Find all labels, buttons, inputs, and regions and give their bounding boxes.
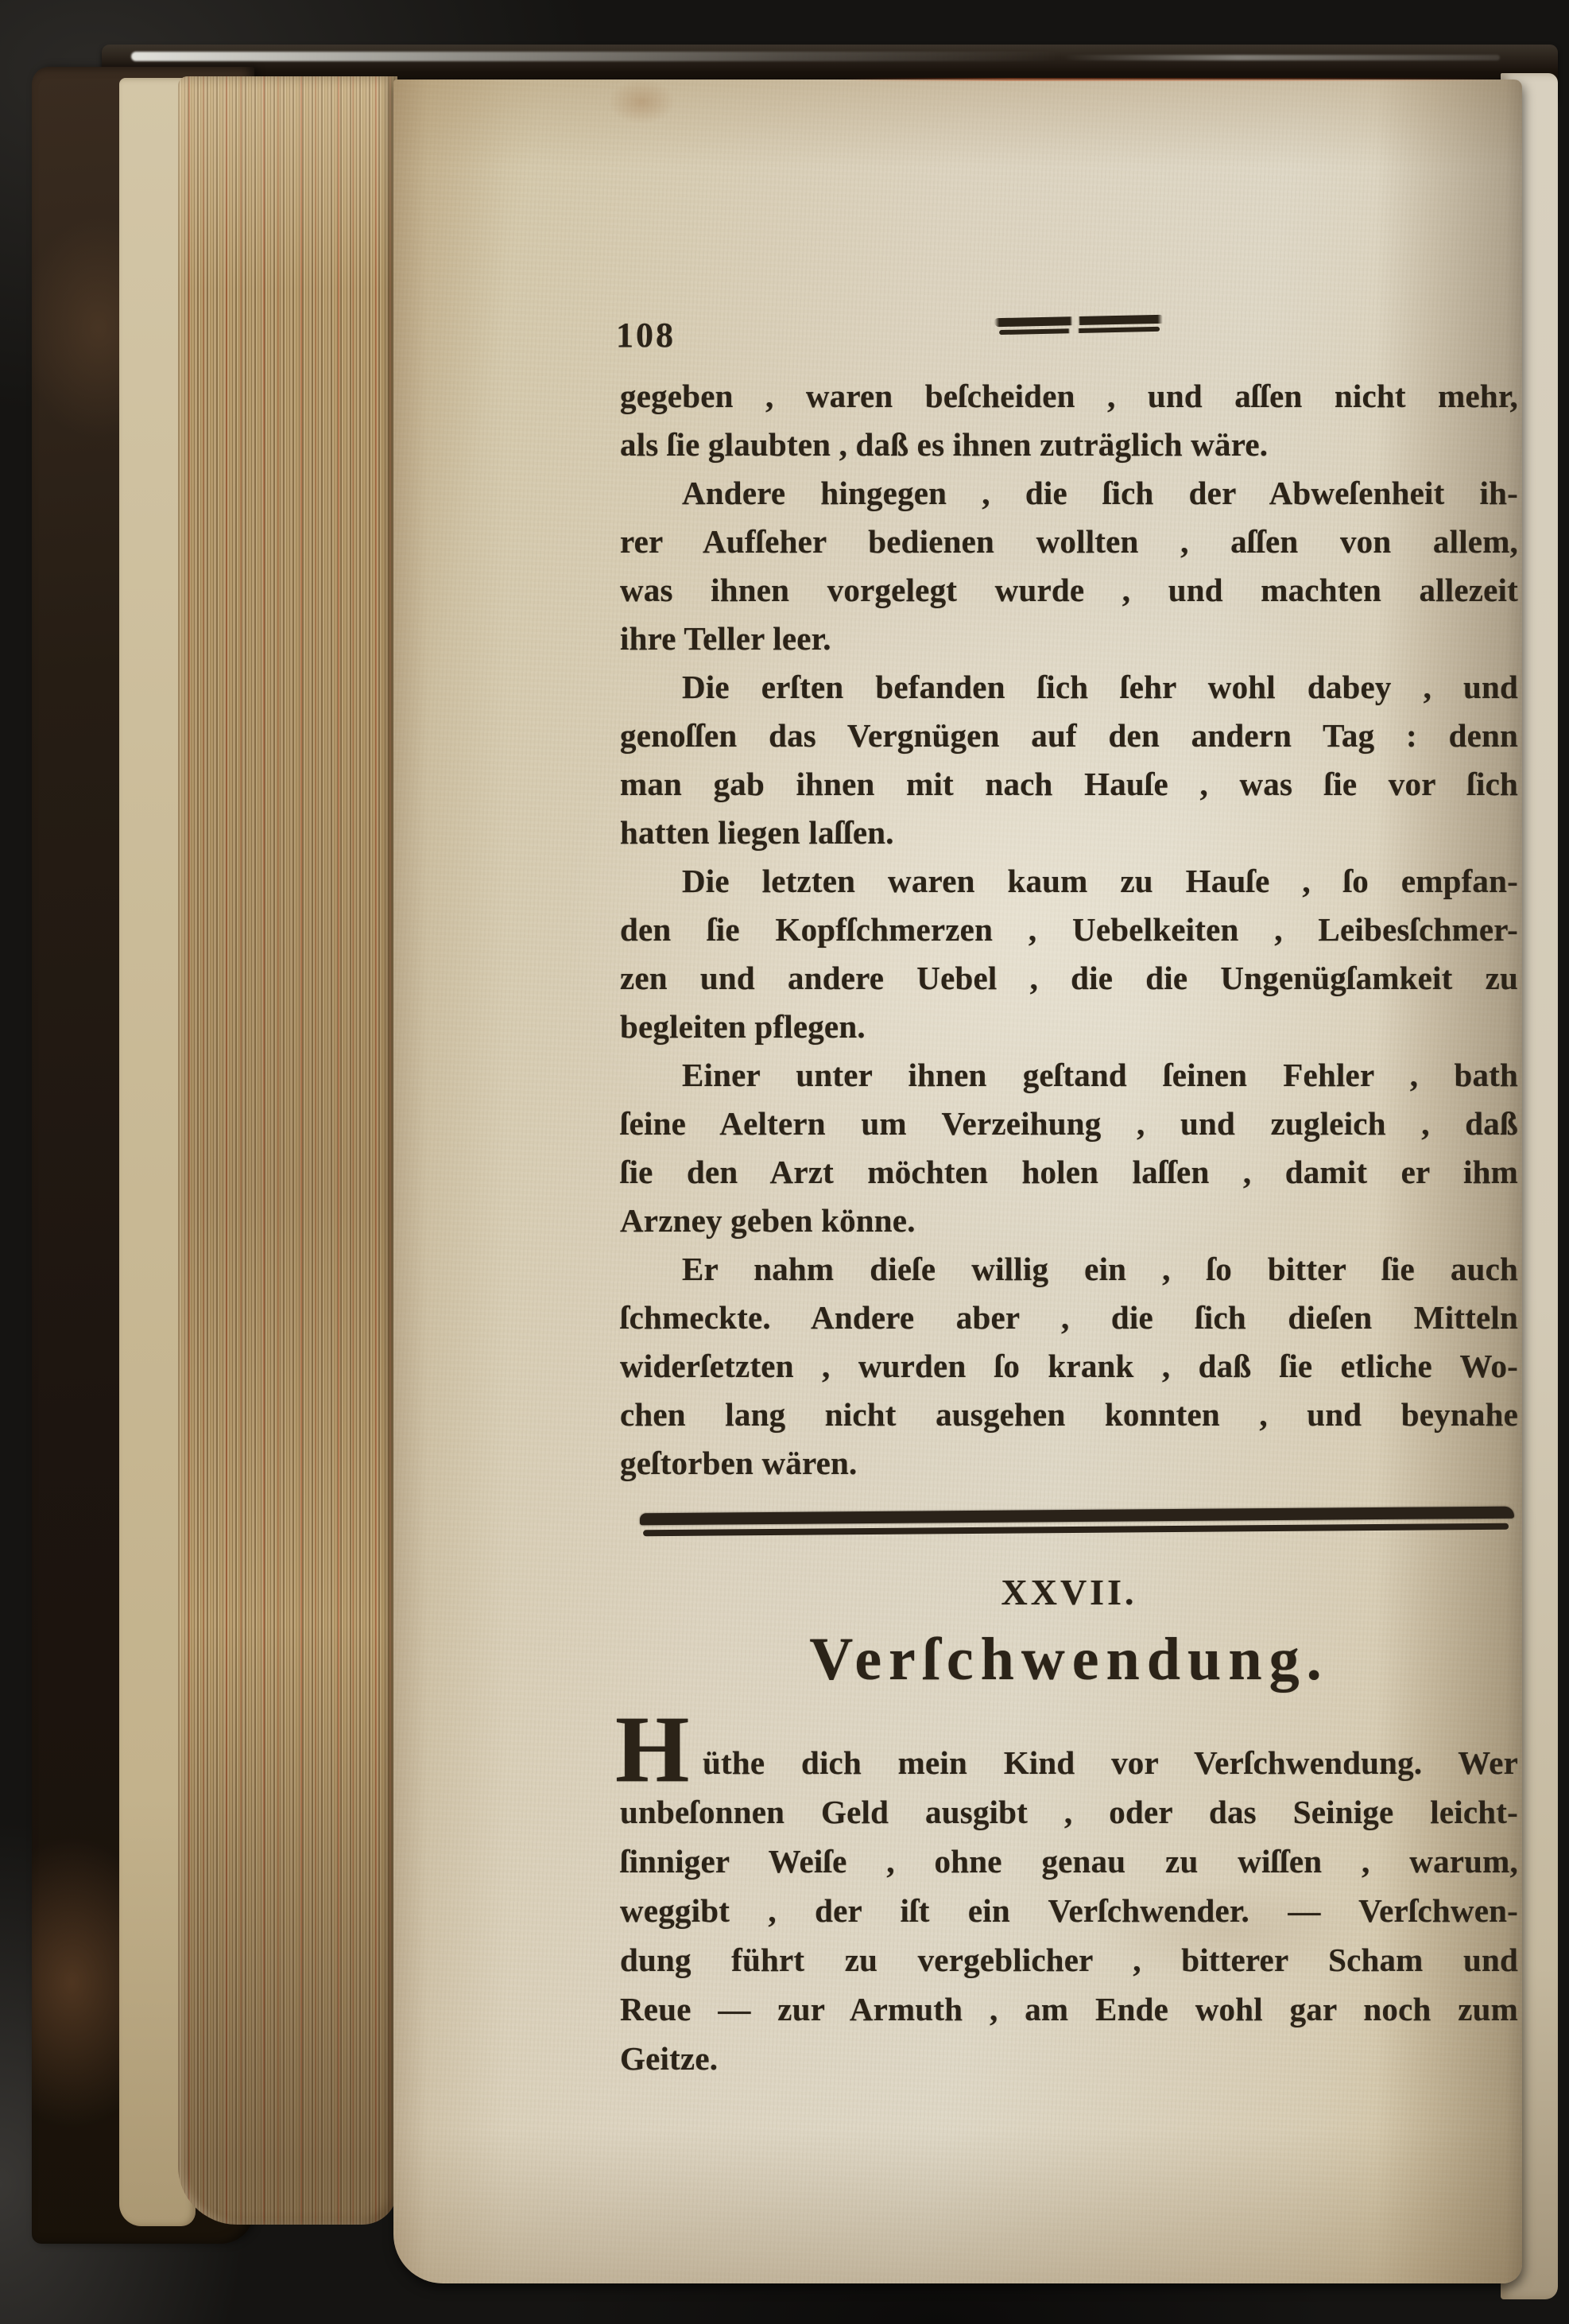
drop-cap-letter: H [615, 1696, 690, 1802]
paragraph [620, 1245, 1518, 1488]
paragraph [620, 663, 1518, 857]
text-line: Die erſten befanden ſich ſehr wohl dabey , und [682, 669, 1518, 705]
text-line: Geitze. [620, 2040, 719, 2077]
text-line: Reue — zur Armuth , am Ende wohl gar noch zum [620, 1991, 1518, 2027]
text-line: den ſie Kopfſchmerzen , Uebelkeiten , Leibesſchmer- [620, 911, 1518, 948]
chapter-numeral: XXVII. [1001, 1572, 1137, 1612]
paragraph [620, 372, 1518, 469]
text-line: üthe dich mein Kind vor Verſchwendung. Wer [703, 1744, 1518, 1781]
stacked-page-edges [178, 76, 397, 2225]
paragraph [620, 857, 1518, 1051]
text-line: Arzney geben könne. [620, 1202, 916, 1239]
text-line: ſinniger Weiſe , ohne genau zu wiſſen , warum, [620, 1843, 1518, 1880]
drop-cap [615, 1696, 703, 1802]
paragraph [620, 469, 1518, 663]
text-line: widerſetzten , wurden ſo krank , daß ſie etliche Wo- [620, 1348, 1518, 1384]
text-line: unbeſonnen Geld ausgibt , oder das Seinige leicht- [620, 1794, 1518, 1830]
text-line: geſtorben wären. [620, 1445, 858, 1481]
silver-edge-highlight-right [1063, 55, 1500, 60]
section-divider-rule [640, 1507, 1514, 1537]
ornament-lower-rule [999, 327, 1159, 335]
text-line: chen lang nicht ausgehen konnten , und beynahe [620, 1396, 1518, 1433]
text-line: gegeben , waren beſcheiden , und aſſen nicht mehr, [620, 378, 1518, 414]
text-line: ſchmeckte. Andere aber , die ſich dieſen Mitteln [620, 1299, 1518, 1336]
page-number: 108 [616, 316, 676, 355]
text-line: genoſſen das Vergnügen auf den andern Tag : denn [620, 717, 1518, 754]
text-line: ihre Teller leer. [620, 620, 831, 657]
paragraph [620, 1051, 1518, 1245]
text-line: was ihnen vorgelegt wurde , und machten allezeit [620, 572, 1518, 608]
text-line: Andere hingegen , die ſich der Abweſenheit ih- [682, 475, 1518, 511]
text-line: rer Aufſeher bedienen wollten , aſſen von allem, [620, 523, 1518, 560]
divider-thick-rule [640, 1507, 1514, 1526]
text-line: man gab ihnen mit nach Hauſe , was ſie vor ſich [620, 766, 1518, 802]
text-line: ſie den Arzt möchten holen laſſen , damit er ihm [620, 1154, 1518, 1190]
text-line: begleiten pflegen. [620, 1008, 866, 1045]
chapter-text [615, 1696, 1518, 2083]
book-page [393, 80, 1522, 2283]
text-line: ſeine Aeltern um Verzeihung , und zugleich , daß [620, 1105, 1518, 1142]
text-line: Die letzten waren kaum zu Hauſe , ſo empfan- [682, 863, 1518, 899]
text-line: als ſie glaubten , daß es ihnen zuträglich wäre. [620, 426, 1269, 463]
silver-edge-highlight [131, 52, 1063, 61]
text-line: weggibt , der iſt ein Verſchwender. — Verſchwen- [620, 1892, 1518, 1929]
body-text [620, 372, 1518, 1488]
chapter-title: Verſchwendung. [809, 1626, 1329, 1693]
header-ornament-icon [994, 315, 1163, 339]
text-line: dung führt zu vergeblicher , bitterer Scham und [620, 1942, 1518, 1978]
text-line: Einer unter ihnen geſtand ſeinen Fehler , bath [682, 1057, 1518, 1093]
ornament-upper-rule [994, 315, 1163, 327]
text-line: zen und andere Uebel , die die Ungenügſamkeit zu [620, 960, 1518, 996]
text-line: hatten liegen laſſen. [620, 814, 894, 851]
divider-thin-rule [643, 1523, 1509, 1537]
text-line: Er nahm dieſe willig ein , ſo bitter ſie auch [682, 1251, 1518, 1287]
